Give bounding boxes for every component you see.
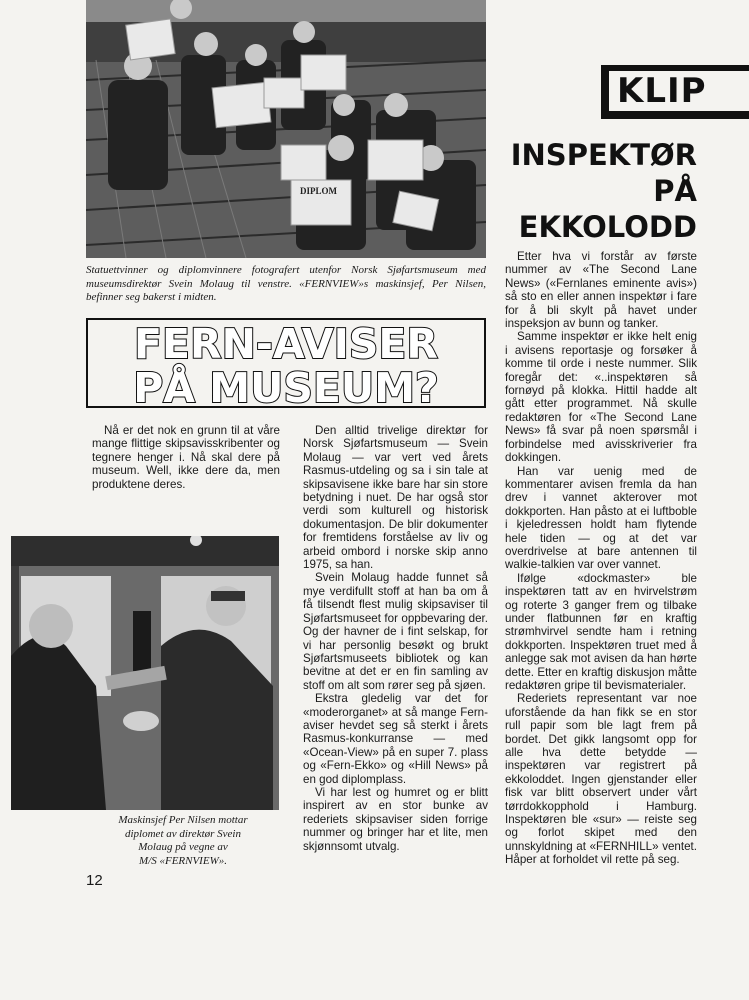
main-headline-box	[86, 318, 486, 412]
column-3-paragraph: Ifølge «dockmaster» ble inspektøren tatt av en hvirvelstrøm og roterte 3 ganger frem og tilbake under flatbunnen før en kraftig strømhvirvel sendte ham i retning dokkporten. Inspektøren truet med å anlegge sak mot avisen da han hørte dette. Etter en kraftig diskusjon måtte redaktøren gripe til bevismaterialer.	[505, 571, 697, 692]
right-headline	[511, 137, 697, 245]
column-2-paragraph: Ekstra gledelig var det for «moderorganet» at så mange Fern-aviser hevdet seg så sterkt i årets Rasmus-konkurranse — med «Ocean-View» på en super 7. plass og «Fern-Ekko» og «Hill News» på en god diplomplass.	[303, 692, 488, 786]
column-2	[303, 424, 488, 853]
page-number: 12	[86, 872, 103, 889]
right-headline-line-3: EKKOLODD	[518, 210, 697, 244]
intro-paragraph: Nå er det nok en grunn til at våre mange flittige skipsavisskribenter og tegnere henger i. Nå skal dere på museum. Well, ikke dere da, men produktene deres.	[92, 424, 280, 491]
column-2-paragraph: Vi har lest og humret og er blitt inspirert av en stor bunke av rederiets skipsaviser siden forrige nummer og bringer har et lite, men skjønnsomt utvalg.	[303, 785, 488, 853]
column-3-paragraph: Samme inspektør er ikke helt enig i avisens reportasje og forsøker å komme til orde i neste nummer. Slik foregår det: «..inspektøren så fornøyd på klokka. Hittil hadde alt gått etter programmet. Nå skulle redaktøren for «The Second Lane News» få svar på noen spørsmål i forbindelse med avisskriverier fra dokkingen.	[505, 330, 697, 465]
klipp-banner-text: KLIP	[609, 71, 749, 111]
column-3-paragraph: Rederiets representant var noe uforstående da han fikk se en stor rull papir som ble lagt frem på bordet. Det gikk langsomt opp for alle hva dette betydde — inspektøren var registrert på ekkoloddet. Ingen gjenstander eller fisk var blitt observert under vårt tørrdokkopphold i Hamburg. Inspektøren ble «sur» — reiste seg og forlot skipet med den unnskyldning at «FERNHILL» ventet. Håper at forholdet vil rette på seg.	[505, 692, 697, 867]
main-headline-line-2: PÅ MUSEUM?	[133, 364, 439, 412]
bottom-photo-caption	[86, 814, 280, 868]
bottom-caption-line-4: M/S «FERNVIEW».	[139, 854, 227, 867]
main-headline-line-1: FERN-AVISER	[134, 320, 438, 368]
award-photo	[11, 536, 279, 810]
right-headline-line-1: INSPEKTØR	[510, 138, 697, 172]
column-3-paragraph: Etter hva vi forstår av første nummer av «The Second Lane News» («Fernlanes eminente avis») så sto en eller annen inspektør i fare for å bli skylt på havet under inspeksjon av bunn og tanker.	[505, 250, 697, 331]
klipp-banner	[601, 65, 749, 119]
column-2-paragraph: Svein Molaug hadde funnet så mye verdifullt stoff at han ba om å få tilsendt flest mulig skipsaviser til Sjøfartsmuseet for oppbevaring der. Og der havner de i fint selskap, for vi har personlig besøkt og brukt Sjøfartsmuseets bibliotek og kan bevitne at det er en fin samling av stoff om alt som rører seg på sjøen.	[303, 571, 488, 692]
bottom-caption-line-2: diplomet av direktør Svein	[125, 827, 241, 840]
group-photo	[86, 0, 486, 258]
column-1-intro	[92, 424, 280, 491]
column-3-paragraph: Han var uenig med de kommentarer avisen fremla da han drev i vannet akterover mot dokkporten. Han påsto at ei luftboble i kjeledressen holdt ham flytende hele tiden — og at det var overdrivelse at bare antennen til walkie-talkien var over vannet.	[505, 464, 697, 572]
bottom-caption-line-1: Maskinsjef Per Nilsen mottar	[118, 814, 248, 826]
right-headline-line-2: PÅ	[653, 174, 697, 208]
top-photo-caption: Statuettvinner og diplomvinnere fotografert utenfor Norsk Sjøfartsmuseum med museumsdirektør Svein Molaug til venstre. «FERNVIEW»s maskinsjef, Per Nilsen, befinner seg bakerst i midten.	[86, 264, 486, 303]
diploma-label: DIPLOM	[300, 186, 337, 196]
column-3	[505, 250, 697, 867]
column-2-paragraph: Den alltid trivelige direktør for Norsk Sjøfartsmuseum — Svein Molaug — var vert ved årets Rasmus-utdeling og sa i sin tale at skipsavisene ikke bare har sin store betydning i nuet. De har også stor verdi som kulturell og historisk dokumentasjon. De blir dokumenter for fremtidens forståelse av liv og arbeid ombord i norske skip anno 1975, sa han.	[303, 424, 488, 572]
bottom-caption-line-3: Molaug på vegne av	[138, 841, 228, 853]
